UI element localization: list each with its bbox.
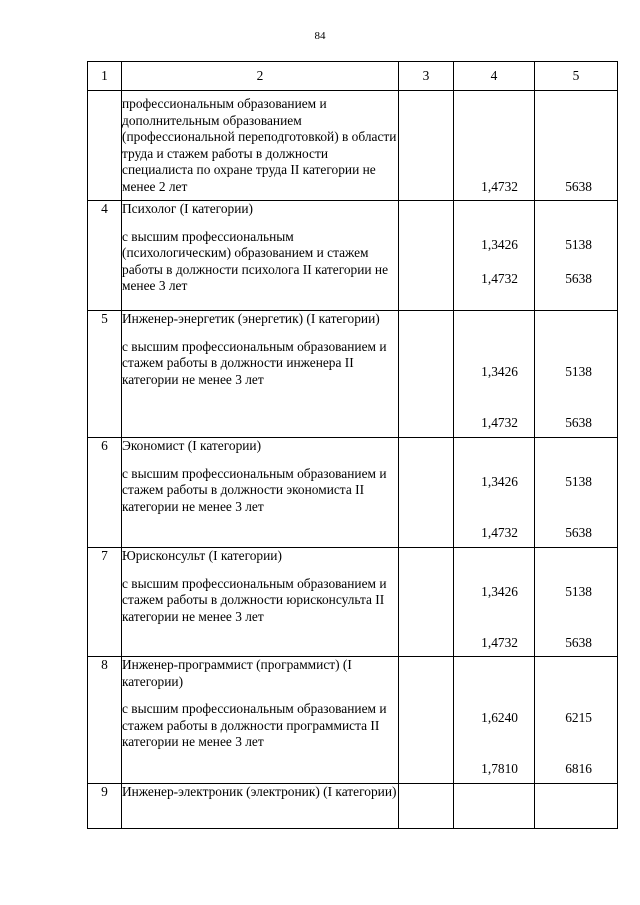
salary-value: 5638: [565, 635, 592, 650]
position-title: Инженер-программист (программист) (I категории): [122, 657, 352, 689]
requirement-text: с высшим профессиональным (психологическим) образованием и стажем работы в должности психолога II категории не менее 3 лет: [122, 228, 389, 294]
col3-cell: [399, 784, 454, 829]
position-title: Инженер-электроник (электроник) (I категории): [122, 784, 397, 799]
row-number: 8: [88, 657, 122, 784]
salary-value: 6816: [565, 761, 592, 776]
coefficient-cell: [454, 311, 535, 438]
salary-cell: [535, 438, 618, 548]
coefficient-cell: [454, 548, 535, 657]
header-col-2: 2: [122, 62, 399, 91]
table-row: [88, 91, 618, 201]
coefficient-value: 1,4732: [481, 635, 518, 650]
coefficient-value: 1,3426: [481, 584, 518, 599]
requirement-text: профессиональным образованием и дополнительным образованием (профессиональной переподготовкой) в области труда и стажем работы в должности специалиста по охране труда II категории не менее 2 лет: [122, 96, 397, 194]
salary-value: 5138: [565, 474, 592, 489]
coefficient-value: 1,3426: [481, 364, 518, 379]
coefficient-value: 1,4732: [481, 179, 518, 194]
coefficient-cell: [454, 201, 535, 311]
position-title: Юрисконсульт (I категории): [122, 548, 282, 563]
coefficient-cell: [454, 438, 535, 548]
row-number: 6: [88, 438, 122, 548]
position-description: [122, 548, 399, 657]
position-title: Инженер-энергетик (энергетик) (I категории): [122, 311, 380, 326]
table-row: [88, 784, 618, 829]
salary-cell: [535, 784, 618, 829]
header-col-5: 5: [535, 62, 618, 91]
col3-cell: [399, 201, 454, 311]
salary-value: 5138: [565, 364, 592, 379]
col3-cell: [399, 311, 454, 438]
coefficient-value: 1,6240: [481, 710, 518, 725]
table-row: [88, 657, 618, 784]
salary-value: 5638: [565, 179, 592, 194]
coefficient-cell: [454, 91, 535, 201]
coefficient-cell: [454, 657, 535, 784]
position-description: [122, 311, 399, 438]
coefficient-cell: [454, 784, 535, 829]
table-row: [88, 201, 618, 311]
row-number: 9: [88, 784, 122, 829]
salary-cell: [535, 657, 618, 784]
header-col-4: 4: [454, 62, 535, 91]
coefficient-value: 1,3426: [481, 474, 518, 489]
position-description: [122, 201, 399, 311]
position-description: [122, 438, 399, 548]
position-description: [122, 784, 399, 829]
col3-cell: [399, 438, 454, 548]
salary-value: 6215: [565, 710, 592, 725]
row-number: 4: [88, 201, 122, 311]
salary-cell: [535, 201, 618, 311]
coefficient-value: 1,3426: [481, 237, 518, 252]
salary-cell: [535, 311, 618, 438]
salary-value: 5638: [565, 525, 592, 540]
col3-cell: [399, 657, 454, 784]
salary-value: 5138: [565, 584, 592, 599]
position-description: [122, 657, 399, 784]
header-col-3: 3: [399, 62, 454, 91]
col3-cell: [399, 91, 454, 201]
page-number: 84: [314, 30, 326, 42]
table-row: [88, 311, 618, 438]
table-row: [88, 548, 618, 657]
header-row: [88, 62, 618, 91]
row-number: 5: [88, 311, 122, 438]
coefficient-value: 1,4732: [481, 415, 518, 430]
row-number: [88, 91, 122, 201]
tariff-table: [87, 61, 618, 829]
position-description: [122, 91, 399, 201]
position-title: Экономист (I категории): [122, 438, 262, 453]
salary-value: 5638: [565, 271, 592, 286]
coefficient-value: 1,4732: [481, 525, 518, 540]
position-title: Психолог (I категории): [122, 201, 254, 216]
salary-cell: [535, 548, 618, 657]
requirement-text: с высшим профессиональным образованием и стажем работы в должности юрисконсульта II категории не менее 3 лет: [122, 575, 387, 624]
header-col-1: 1: [88, 62, 122, 91]
table-row: [88, 438, 618, 548]
salary-value: 5138: [565, 237, 592, 252]
requirement-text: с высшим профессиональным образованием и стажем работы в должности программиста II категории не менее 3 лет: [122, 701, 387, 750]
salary-value: 5638: [565, 415, 592, 430]
salary-cell: [535, 91, 618, 201]
requirement-text: с высшим профессиональным образованием и стажем работы в должности инженера II категории не менее 3 лет: [122, 338, 387, 387]
col3-cell: [399, 548, 454, 657]
row-number: 7: [88, 548, 122, 657]
coefficient-value: 1,4732: [481, 271, 518, 286]
coefficient-value: 1,7810: [481, 761, 518, 776]
requirement-text: с высшим профессиональным образованием и стажем работы в должности экономиста II категории не менее 3 лет: [122, 465, 387, 514]
